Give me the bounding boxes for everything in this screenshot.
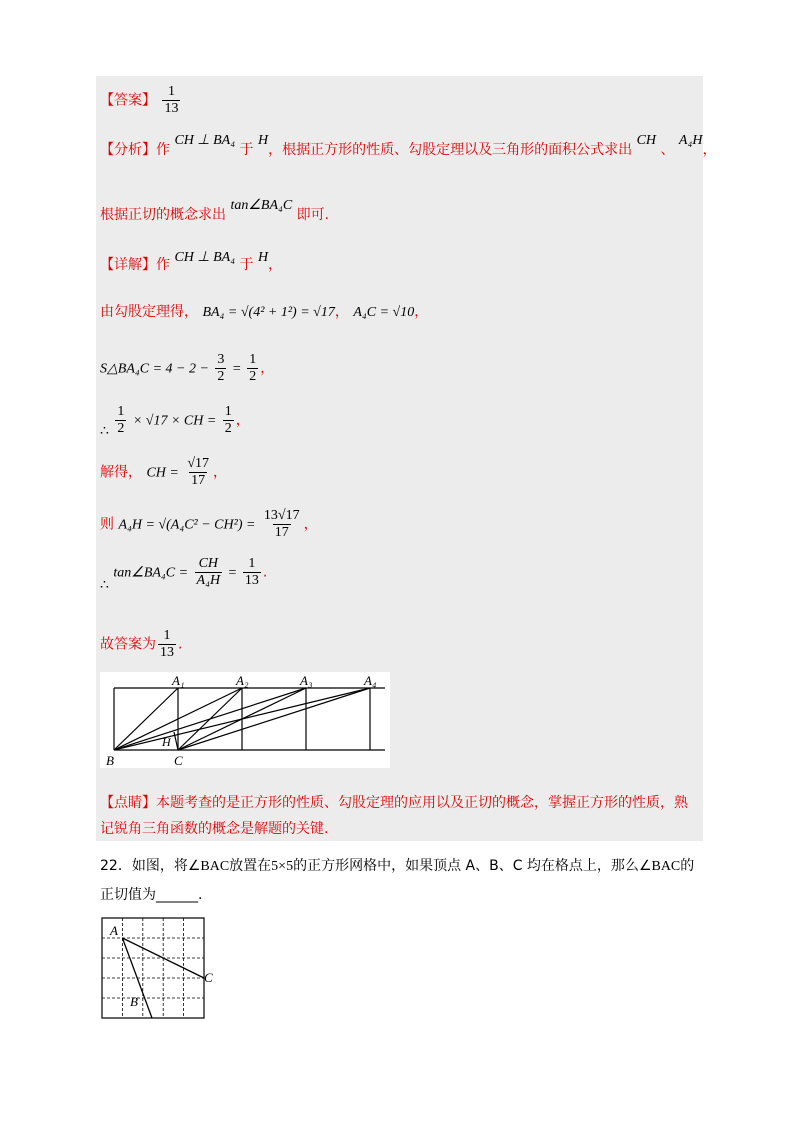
- analysis-line-1: 【分析】作 CH ⊥ BA₄ 于 H，根据正方形的性质、勾股定理以及三角形的面积公式求出 CH 、 A₄H，: [100, 133, 717, 158]
- step-a4h: 则 A₄H = √(A₄C² − CH²) = $\frac{13√17}{17}$ ，: [100, 508, 318, 540]
- label-b: B: [106, 753, 114, 768]
- comment-line-1: 【点睛】本题考查的是正方形的性质、勾股定理的应用以及正切的概念，掌握正方形的性质，熟: [100, 795, 688, 811]
- label-a2: A₂: [236, 673, 249, 688]
- analysis-tan: tan∠BA₄C: [230, 198, 293, 213]
- comment-label: 【点睛】: [100, 795, 156, 811]
- step-tan: ∴ tan∠BA₄C = $\frac{CH}{\text{A₄H}}$ = $\frac{1}{13}$ .: [100, 556, 268, 593]
- analysis-condition: CH ⊥ BA₄: [174, 133, 236, 148]
- step-pythagoras: 由勾股定理得， BA₄ = √(4² + 1²) = √17， A₄C = √10，: [100, 304, 429, 320]
- analysis-line-2: 根据正切的概念求出 tan∠BA₄C 即可.: [100, 198, 330, 223]
- figure-grid: [100, 916, 216, 1020]
- answer-line: [100, 84, 182, 117]
- step-solve-ch: 解得， CH = $\frac{√17}{17}$ ，: [100, 456, 227, 488]
- final-answer: 故答案为 $\frac{1}{13}$ .: [100, 628, 183, 660]
- label-a: A: [110, 923, 118, 938]
- answer-fraction: $\frac{1}{13}$: [164, 84, 179, 116]
- answer-label: 【答案】: [100, 92, 156, 109]
- comment-line-2: 记锐角三角函数的概念是解题的关键.: [100, 821, 329, 837]
- figure-squares: [100, 672, 390, 768]
- label-a3: A₃: [300, 673, 313, 688]
- detail-line: 【详解】作 CH ⊥ BA₄ 于 H，: [100, 250, 283, 273]
- label-c: C: [204, 970, 213, 985]
- analysis-label: 【分析】: [100, 142, 156, 158]
- detail-label: 【详解】: [100, 257, 156, 273]
- step-area: S△BA₄C = 4 − 2 − $\frac{3}{2}$ = $\frac{1}{2}$ ，: [100, 352, 275, 384]
- label-a1: A₁: [172, 673, 185, 688]
- step-equation: ∴ $\frac{1}{2}$ × √17 × CH = $\frac{1}{2}$ ，: [100, 404, 250, 439]
- label-a4: A₄: [364, 673, 377, 688]
- label-h: H: [162, 735, 171, 749]
- question-22-line-1: 22．如图，将∠BAC放置在5×5的正方形网格中，如果顶点 A、B、C 均在格点上，那么∠BAC的: [100, 858, 695, 874]
- label-b: B: [130, 994, 138, 1009]
- label-c: C: [174, 753, 183, 768]
- question-22-line-2: 正切值为______.: [100, 887, 203, 903]
